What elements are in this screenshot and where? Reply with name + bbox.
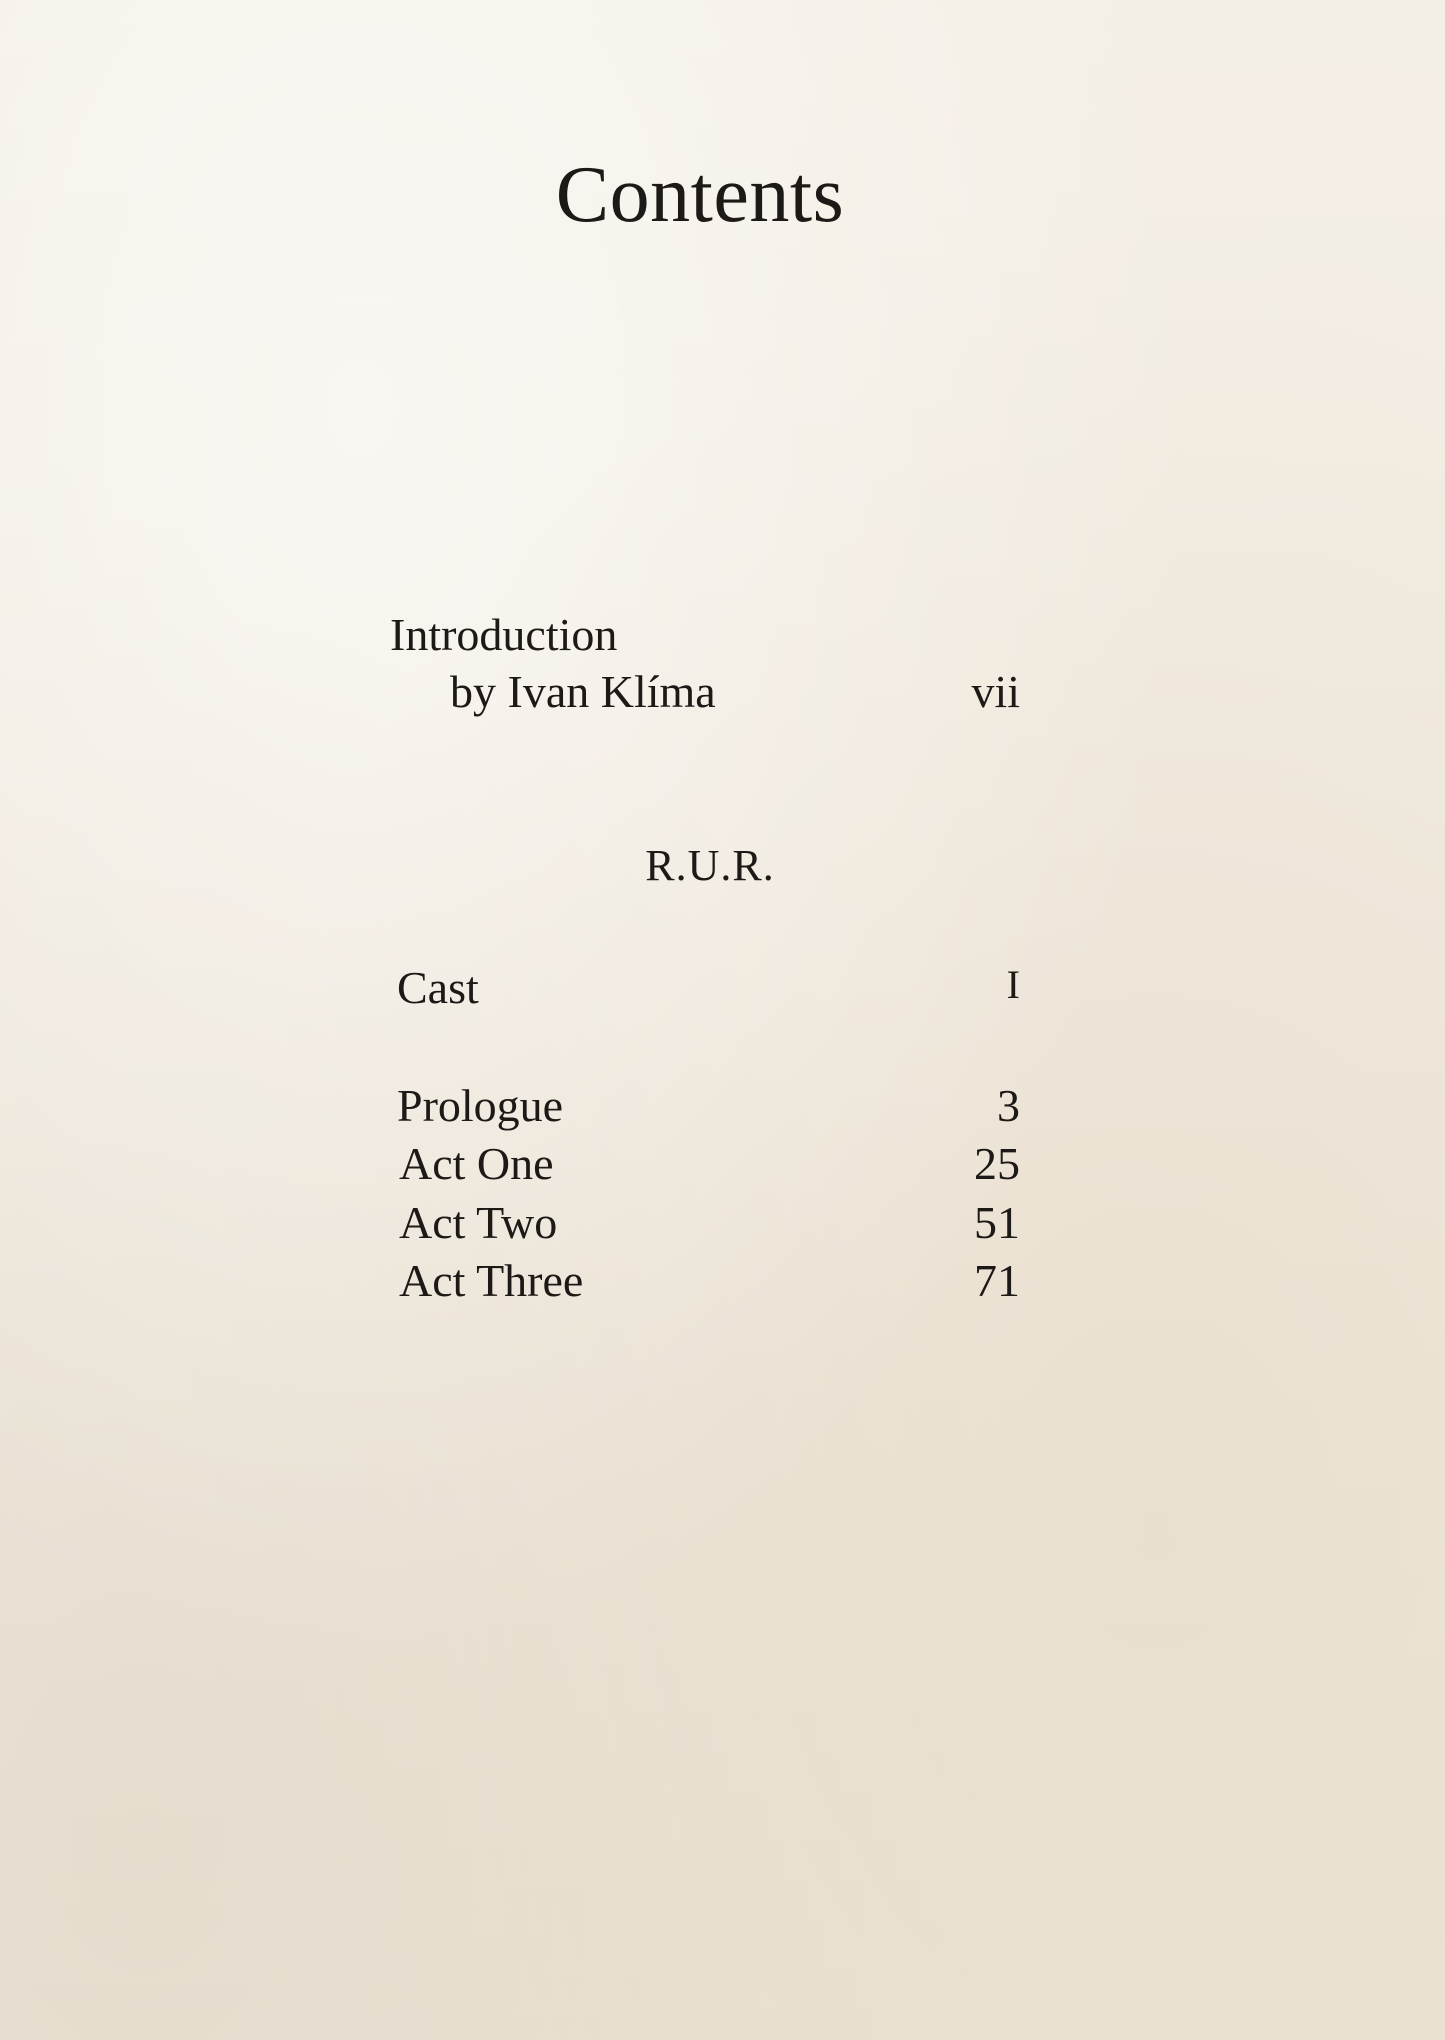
toc-page-introduction: vii [971,666,1020,717]
section-heading: R.U.R. [645,841,775,890]
toc-page-act-one: 25 [974,1138,1020,1189]
toc-label-cast: Cast [397,962,479,1013]
toc-page-prologue: 3 [997,1080,1020,1131]
toc-label-act-one: Act One [399,1138,554,1189]
toc-label-act-three: Act Three [399,1255,584,1306]
toc-label-prologue: Prologue [397,1080,564,1131]
toc-label-introduction: Introduction [390,609,618,660]
page-title: Contents [555,151,845,239]
toc-page-act-three: 71 [974,1255,1020,1306]
toc-page-act-two: 51 [974,1197,1020,1248]
toc-label-act-two: Act Two [399,1197,558,1248]
toc-byline-introduction: by Ivan Klíma [450,666,716,717]
toc-page-cast: I [1006,962,1020,1007]
